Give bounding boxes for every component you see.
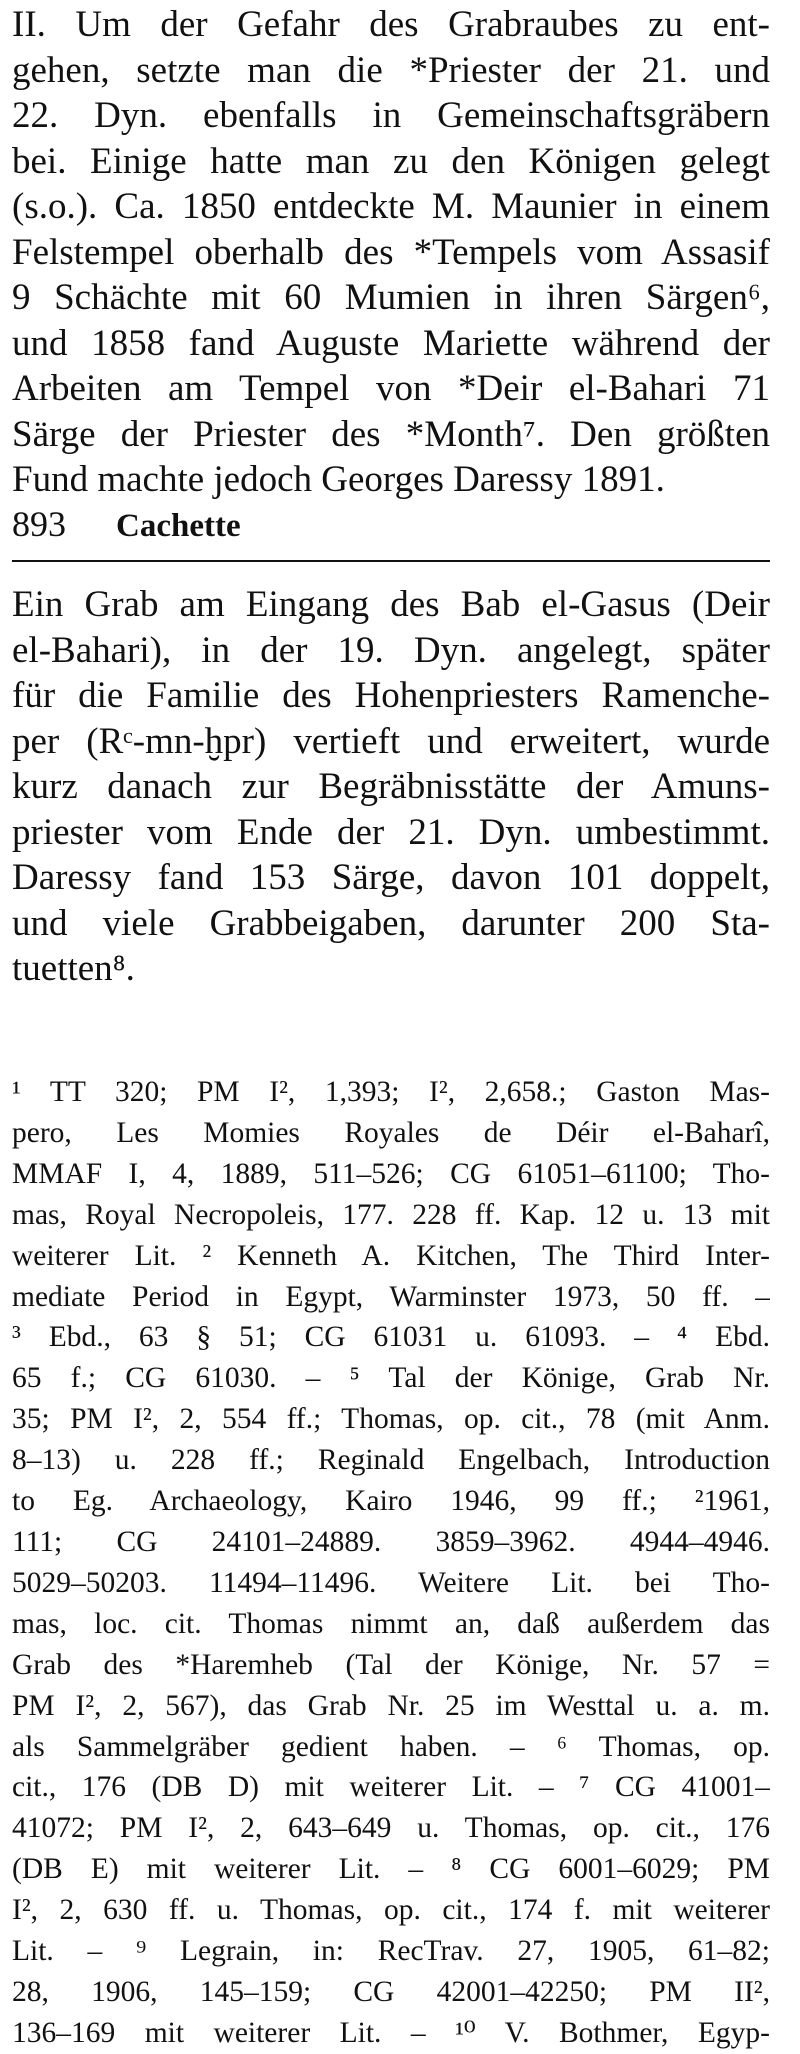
intro-paragraph bbox=[12, 2, 770, 503]
footnote-line: 136–169 mit weiterer Lit. – ¹⁰ V. Bothmer, Egyp- bbox=[12, 2016, 770, 2049]
footnote-line: (DB E) mit weiterer Lit. – ⁸ CG 6001–6029; PM bbox=[12, 1853, 770, 1886]
text-line: und 1858 fand Auguste Mariette während der bbox=[12, 322, 770, 364]
footnote-line: Lit. – ⁹ Legrain, in: RecTrav. 27, 1905, 61–82; bbox=[12, 1935, 770, 1968]
text-line: priester vom Ende der 21. Dyn. umbestimmt. bbox=[12, 811, 770, 853]
text-line: gehen, setzte man die *Priester der 21. und bbox=[12, 49, 770, 91]
section-number: 893 bbox=[12, 504, 66, 544]
footnote-line: 35; PM I², 2, 554 ff.; Thomas, op. cit., 78 (mit Anm. bbox=[12, 1403, 770, 1436]
text-line: Fund machte jedoch Georges Daressy 1891. bbox=[12, 459, 665, 500]
footnote-line: mas, loc. cit. Thomas nimmt an, daß außerdem das bbox=[12, 1607, 770, 1640]
footnote-line: 65 f.; CG 61030. – ⁵ Tal der Könige, Grab Nr. bbox=[12, 1362, 770, 1395]
footnote-line: to Eg. Archaeology, Kairo 1946, 99 ff.; ²1961, bbox=[12, 1485, 770, 1518]
text-line: 22. Dyn. ebenfalls in Gemeinschaftsgräbern bbox=[12, 95, 770, 136]
section-title: Cachette bbox=[116, 508, 241, 544]
footnote-line: pero, Les Momies Royales de Déir el-Baharî, bbox=[12, 1116, 770, 1149]
footnote-line: ³ Ebd., 63 § 51; CG 61031 u. 61093. – ⁴ Ebd. bbox=[12, 1321, 770, 1354]
text-line: bei. Einige hatte man zu den Königen gelegt bbox=[12, 140, 770, 182]
cachette-paragraph bbox=[12, 582, 770, 992]
footnote-line: als Sammelgräber gedient haben. – ⁶ Thomas, op. bbox=[12, 1730, 770, 1763]
footnote-line: mas, Royal Necropoleis, 177. 228 ff. Kap. 12 u. 13 mit bbox=[12, 1198, 770, 1231]
text-line: II. Um der Gefahr des Grabraubes zu ent- bbox=[12, 4, 770, 45]
footnote-line: 41072; PM I², 2, 643–649 u. Thomas, op. cit., 176 bbox=[12, 1812, 770, 1845]
text-line: (s.o.). Ca. 1850 entdeckte M. Maunier in einem bbox=[12, 186, 770, 227]
text-line: tuetten⁸. bbox=[12, 948, 135, 989]
section-divider bbox=[12, 560, 770, 562]
text-line: für die Familie des Hohenpriesters Ramenche- bbox=[12, 675, 770, 716]
footnote-line: ¹ TT 320; PM I², 1,393; I², 2,658.; Gaston Mas- bbox=[12, 1076, 770, 1108]
footnote-line: cit., 176 (DB D) mit weiterer Lit. – ⁷ CG 41001– bbox=[12, 1771, 770, 1804]
text-line: Daressy fand 153 Särge, davon 101 doppelt, bbox=[12, 857, 770, 898]
footnote-line: 28, 1906, 145–159; CG 42001–42250; PM II², bbox=[12, 1975, 770, 2008]
text-line: Särge der Priester des *Month⁷. Den größten bbox=[12, 413, 770, 455]
text-line: kurz danach zur Begräbnisstätte der Amuns- bbox=[12, 766, 770, 807]
footnote-line: 111; CG 24101–24889. 3859–3962. 4944–4946. bbox=[12, 1525, 770, 1558]
text-line: 9 Schächte mit 60 Mumien in ihren Särgen⁶, bbox=[12, 277, 770, 318]
footnote-line: mediate Period in Egypt, Warminster 1973, 50 ff. – bbox=[12, 1280, 770, 1313]
footnote-line: MMAF I, 4, 1889, 511–526; CG 61051–61100; Tho- bbox=[12, 1157, 770, 1190]
text-line: und viele Grabbeigaben, darunter 200 Sta- bbox=[12, 902, 770, 944]
text-line: per (Rᶜ-mn-ḫpr) vertieft und erweitert, wurde bbox=[12, 720, 770, 762]
footnote-line: I², 2, 630 ff. u. Thomas, op. cit., 174 f. mit weiterer bbox=[12, 1894, 770, 1927]
footnote-line: 5029–50203. 11494–11496. Weitere Lit. bei Tho- bbox=[12, 1566, 770, 1599]
text-line: Felstempel oberhalb des *Tempels vom Assasif bbox=[12, 231, 770, 273]
footnote-line: 8–13) u. 228 ff.; Reginald Engelbach, Introduction bbox=[12, 1444, 770, 1477]
footnote-line: PM I², 2, 567), das Grab Nr. 25 im Westtal u. a. m. bbox=[12, 1689, 770, 1722]
text-line: Arbeiten am Tempel von *Deir el-Bahari 71 bbox=[12, 368, 770, 409]
text-line: Ein Grab am Eingang des Bab el-Gasus (Deir bbox=[12, 584, 770, 625]
text-line: el-Bahari), in der 19. Dyn. angelegt, später bbox=[12, 629, 770, 671]
footnotes bbox=[12, 1072, 770, 2054]
section-heading bbox=[12, 500, 770, 548]
footnote-line: weiterer Lit. ² Kenneth A. Kitchen, The Third Inter- bbox=[12, 1239, 770, 1272]
footnote-line: Grab des *Haremheb (Tal der Könige, Nr. 57 = bbox=[12, 1648, 770, 1681]
